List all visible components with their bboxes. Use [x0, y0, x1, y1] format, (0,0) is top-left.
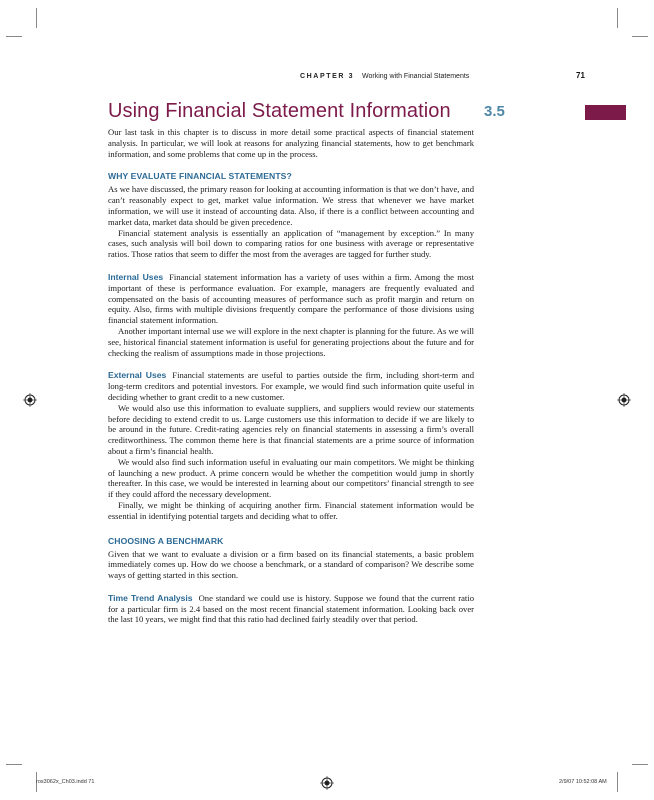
crop-mark-top-left-h	[6, 36, 22, 37]
running-head	[300, 73, 469, 80]
section-accent-bar	[585, 105, 626, 120]
footer-file-slug: ros3062x_Ch03.indd 71	[36, 779, 95, 785]
why-paragraph-2: Financial statement analysis is essentially an application of “management by exception.” In many cases, such analysis will boil down to comparing ratios for one business with average or representative ratios. Those ratios that seem to differ the most from the averages are tagged for further study.	[108, 227, 474, 260]
internal-uses-paragraph	[108, 272, 474, 326]
time-trend-label: Time Trend Analysis	[108, 592, 193, 603]
heading-why-evaluate: WHY EVALUATE FINANCIAL STATEMENTS?	[108, 171, 292, 182]
registration-mark-bottom-icon	[320, 776, 334, 790]
external-uses-paragraph-2: We would also use this information to evaluate suppliers, and suppliers would review our statements before deciding to extend credit to us. Large customers use this information to decide if we are likely to be around in the future. Credit-rating agencies rely on financial statements in assessing a firm’s overall creditworthiness. The common theme here is that financial statements are a prime source of information about a firm’s financial health.	[108, 402, 474, 456]
external-uses-paragraph-3: We would also find such information useful in evaluating our main competitors. We might be thinking of launching a new product. A prime concern would be whether the competition would jump in shortly thereafter. In this case, we would be interested in learning about our competitors’ financial strength to see if they could afford the necessary development.	[108, 456, 474, 500]
internal-uses-text: Financial statement information has a variety of uses within a firm. Among the most important of these is performance evaluation. For example, managers are frequently evaluated and compensated on the basis of accounting measures of performance such as profit margin and return on equity. Also, firms with multiple divisions frequently compare the performance of those divisions using financial statement information.	[108, 271, 474, 326]
footer-timestamp: 2/9/07 10:52:08 AM	[559, 779, 607, 785]
crop-mark-bottom-left-h	[6, 764, 22, 765]
body-content	[108, 127, 474, 625]
crop-mark-bottom-right-h	[632, 764, 648, 765]
crop-mark-top-right-h	[632, 36, 648, 37]
registration-mark-left-icon	[23, 393, 37, 407]
chapter-label: CHAPTER 3	[300, 73, 355, 80]
internal-uses-paragraph-2: Another important internal use we will explore in the next chapter is planning for the future. As we will see, historical financial statement information is useful for generating projections about the future and for checking the realism of assumptions made in those projections.	[108, 325, 474, 358]
crop-mark-bottom-right	[617, 772, 618, 792]
registration-mark-right-icon	[617, 393, 631, 407]
section-number: 3.5	[484, 103, 505, 120]
crop-mark-top-left	[36, 8, 37, 28]
section-title: Using Financial Statement Information	[108, 100, 451, 122]
intro-paragraph: Our last task in this chapter is to discuss in more detail some practical aspects of financial statement analysis. In particular, we will look at reasons for analyzing financial statements, how to get benchmark information, and some problems that come up in the process.	[108, 127, 474, 159]
external-uses-paragraph-4: Finally, we might be thinking of acquiring another firm. Financial statement information would be essential in identifying potential targets and deciding what to offer.	[108, 499, 474, 521]
why-paragraph-1: As we have discussed, the primary reason for looking at accounting information is that we don’t have, and can’t reasonably expect to get, market value information. We stress that whenever we have market information, we will use it instead of accounting data. Also, if there is a conflict between accounting and market data, market data should be given precedence.	[108, 184, 474, 227]
external-uses-label: External Uses	[108, 370, 167, 381]
page-number: 71	[576, 71, 585, 80]
heading-choosing-benchmark: CHOOSING A BENCHMARK	[108, 535, 224, 546]
time-trend-paragraph	[108, 593, 474, 625]
external-uses-text: Financial statements are useful to parties outside the firm, including short-term and long-term creditors and potential investors. For example, we would find such information quite useful in deciding whether to grant credit to a new customer.	[108, 370, 475, 402]
benchmark-paragraph: Given that we want to evaluate a division or a firm based on its financial statements, a basic problem immediately comes up. How do we choose a benchmark, or a standard of comparison? We describe some ways of getting started in this section.	[108, 548, 474, 581]
crop-mark-top-right	[617, 8, 618, 28]
chapter-title: Working with Financial Statements	[362, 73, 470, 80]
internal-uses-label: Internal Uses	[108, 271, 164, 282]
time-trend-text: One standard we could use is history. Suppose we found that the current ratio for a particular firm is 2.4 based on the most recent financial statement information. Looking back over the last 10 years, we might find that this ratio had declined fairly steadily over that period.	[108, 592, 474, 625]
external-uses-paragraph	[108, 370, 474, 402]
